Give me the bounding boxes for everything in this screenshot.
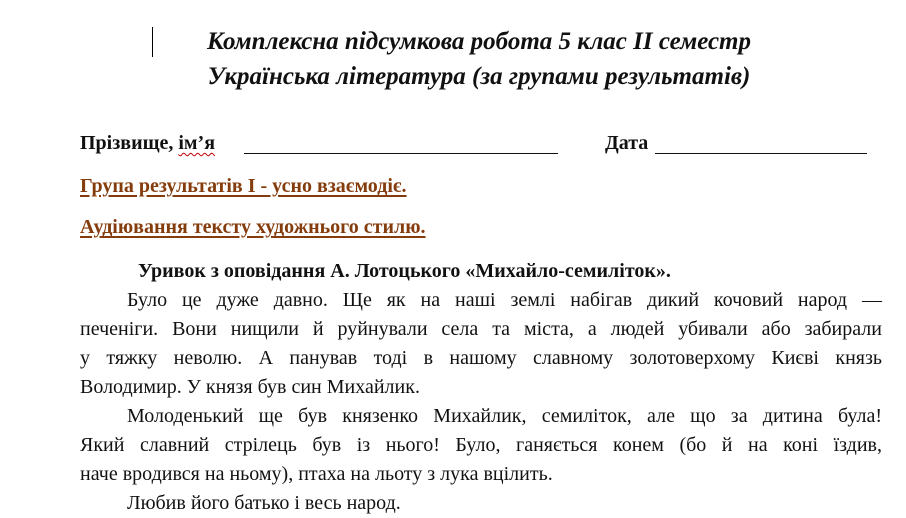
text-line: у тяжку неволю. А панував тоді в нашому славному золотоверхому Києві князь — [80, 347, 882, 369]
text-line: печеніги. Вони нищили й руйнували села та міста, а людей убивали або забирали — [80, 318, 882, 340]
group-heading-1: Група результатів І - усно взаємодіє. — [80, 175, 407, 197]
paragraph-2 — [80, 402, 882, 489]
page-title: Комплексна підсумкова робота 5 клас ІІ семестр — [206, 28, 752, 55]
text-line: Було це дуже давно. Ще як на наші землі набігав дикий кочовий народ — — [127, 289, 882, 311]
group-heading-2: Аудіювання тексту художнього стилю. — [80, 216, 426, 238]
spellcheck-word: ім’я — [178, 132, 216, 154]
name-field-line[interactable] — [244, 153, 558, 154]
page-subtitle: Українська література (за групами результатів) — [207, 63, 751, 90]
text-line: Володимир. У князя був син Михайлик. — [80, 376, 420, 398]
name-label: Прізвище, ім’я — [80, 132, 216, 154]
text-line: Молоденький ще був князенко Михайлик, семиліток, але що за дитина була! — [127, 405, 882, 427]
text-line: наче вродився на ньому), птаха на льоту з лука вцілить. — [80, 463, 553, 485]
text-line: Який славний стрілець був із нього! Було, ганяється конем (бо й на коні їздив, — [80, 434, 882, 456]
date-label: Дата — [605, 132, 649, 154]
text-line: Любив його батько і весь народ. — [127, 492, 401, 514]
student-fields — [80, 129, 880, 157]
date-field-line[interactable] — [655, 153, 867, 154]
paragraph-1 — [80, 286, 882, 402]
excerpt-heading: Уривок з оповідання А. Лотоцького «Михайло-семиліток». — [138, 260, 671, 282]
paragraph-3 — [80, 489, 882, 518]
